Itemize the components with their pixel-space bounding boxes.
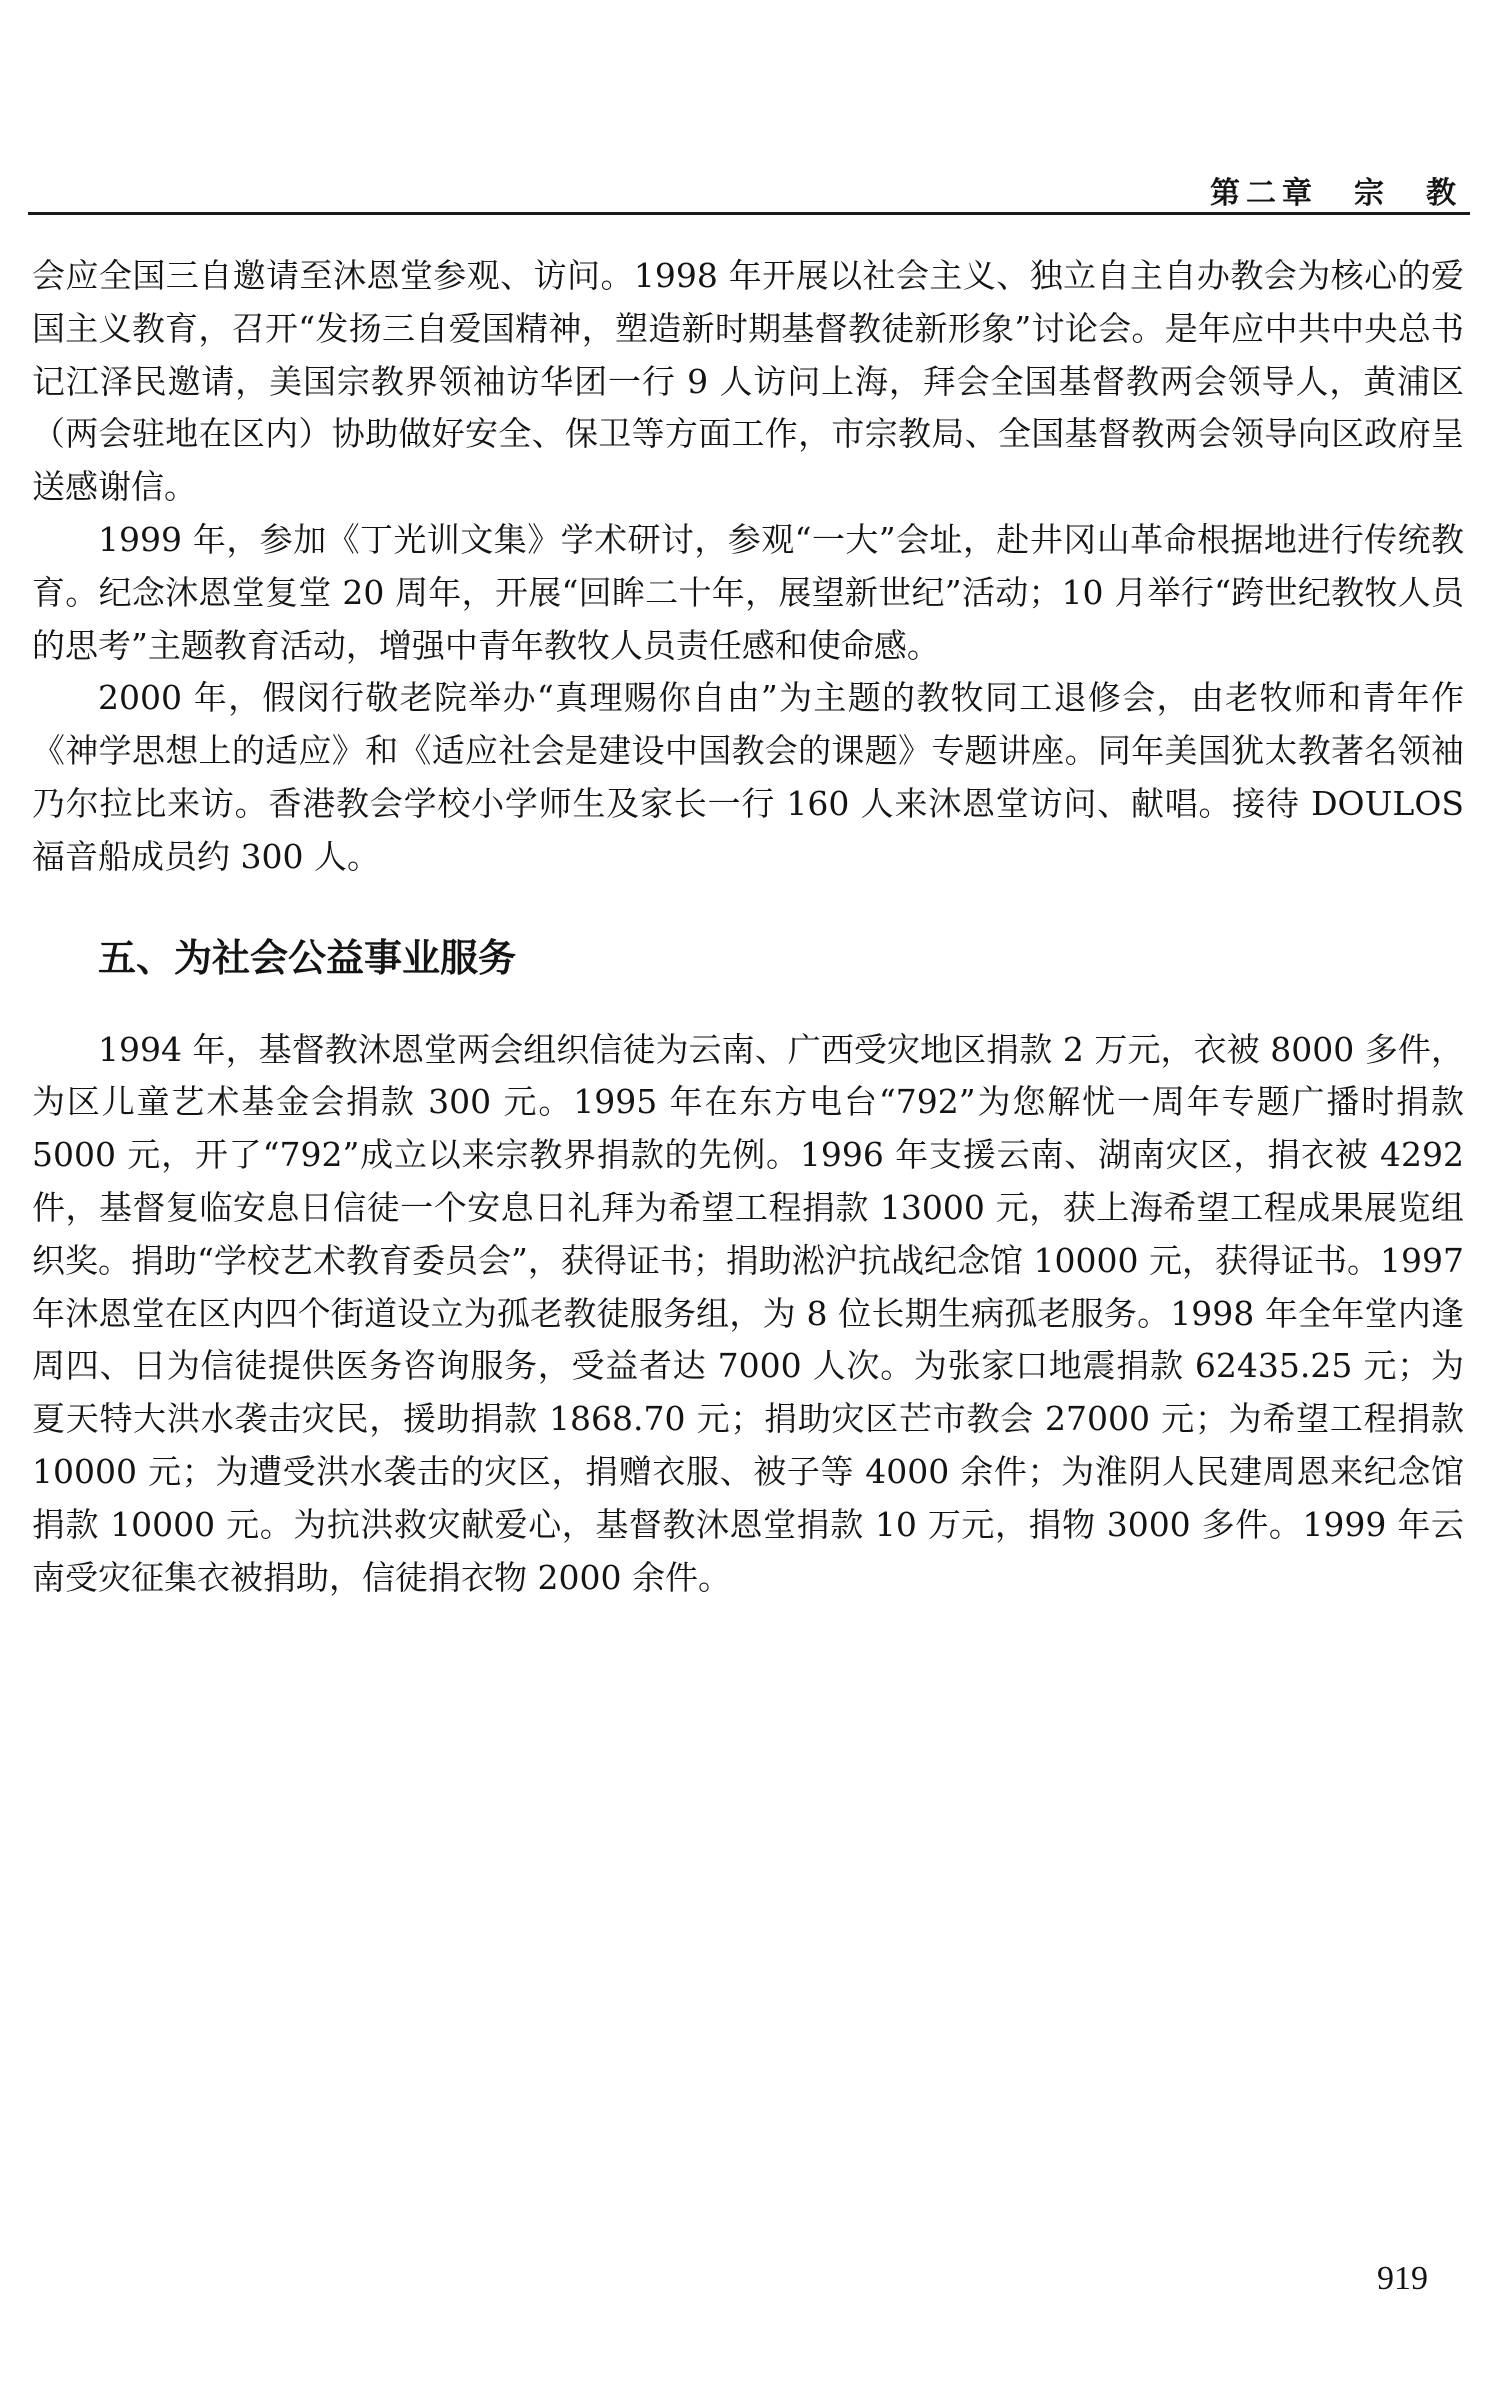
- page-number: 919: [1377, 2260, 1428, 2297]
- running-header: 第二章 宗 教: [1210, 176, 1462, 211]
- paragraph-public-welfare: 1994 年，基督教沐恩堂两会组织信徒为云南、广西受灾地区捐款 2 万元，衣被 8000 多件，为区儿童艺术基金会捐款 300 元。1995 年在东方电台“792”为您解忧一周年专题广播时捐款 5000 元，开了“792”成立以来宗教界捐款的先例。1996 年支援云南、湖南灾区，捐衣被 4292 件，基督复临安息日信徒一个安息日礼拜为希望工程捐款 13000 元，获上海希望工程成果展览组织奖。捐助“学校艺术教育委员会”，获得证书；捐助淞沪抗战纪念馆 10000 元，获得证书。1997 年沐恩堂在区内四个街道设立为孤老教徒服务组，为 8 位长期生病孤老服务。1998 年全年堂内逢周四、日为信徒提供医务咨询服务，受益者达 7000 人次。为张家口地震捐款 62435.25 元；为夏天特大洪水袭击灾民，援助捐款 1868.70 元；捐助灾区芒市教会 27000 元；为希望工程捐款 10000 元；为遭受洪水袭击的灾区，捐赠衣服、被子等 4000 余件；为淮阴人民建周恩来纪念馆捐款 10000 元。为抗洪救灾献爱心，基督教沐恩堂捐款 10 万元，捐物 3000 多件。1999 年云南受灾征集衣被捐助，信徒捐衣物 2000 余件。: [32, 1029, 1464, 1597]
- paragraph-continued: 会应全国三自邀请至沐恩堂参观、访问。1998 年开展以社会主义、独立自主自办教会为核心的爱国主义教育，召开“发扬三自爱国精神，塑造新时期基督教徒新形象”讨论会。是年应中共中央总书记江泽民邀请，美国宗教界领袖访华团一行 9 人访问上海，拜会全国基督教两会领导人，黄浦区（两会驻地在区内）协助做好安全、保卫等方面工作，市宗教局、全国基督教两会领导向区政府呈送感谢信。: [32, 256, 1464, 507]
- page-body: [32, 250, 1464, 1604]
- header-rule: [28, 212, 1470, 215]
- section-heading: 五、为社会公益事业服务: [98, 935, 517, 980]
- paragraph-2000: 2000 年，假闵行敬老院举办“真理赐你自由”为主题的教牧同工退修会，由老牧师和青年作《神学思想上的适应》和《适应社会是建设中国教会的课题》专题讲座。同年美国犹太教著名领袖乃尔拉比来访。香港教会学校小学师生及家长一行 160 人来沐恩堂访问、献唱。接待 DOULOS 福音船成员约 300 人。: [32, 678, 1464, 876]
- paragraph-1999: 1999 年，参加《丁光训文集》学术研讨，参观“一大”会址，赴井冈山革命根据地进行传统教育。纪念沐恩堂复堂 20 周年，开展“回眸二十年，展望新世纪”活动；10 月举行“跨世纪教牧人员的思考”主题教育活动，增强中青年教牧人员责任感和使命感。: [32, 519, 1464, 665]
